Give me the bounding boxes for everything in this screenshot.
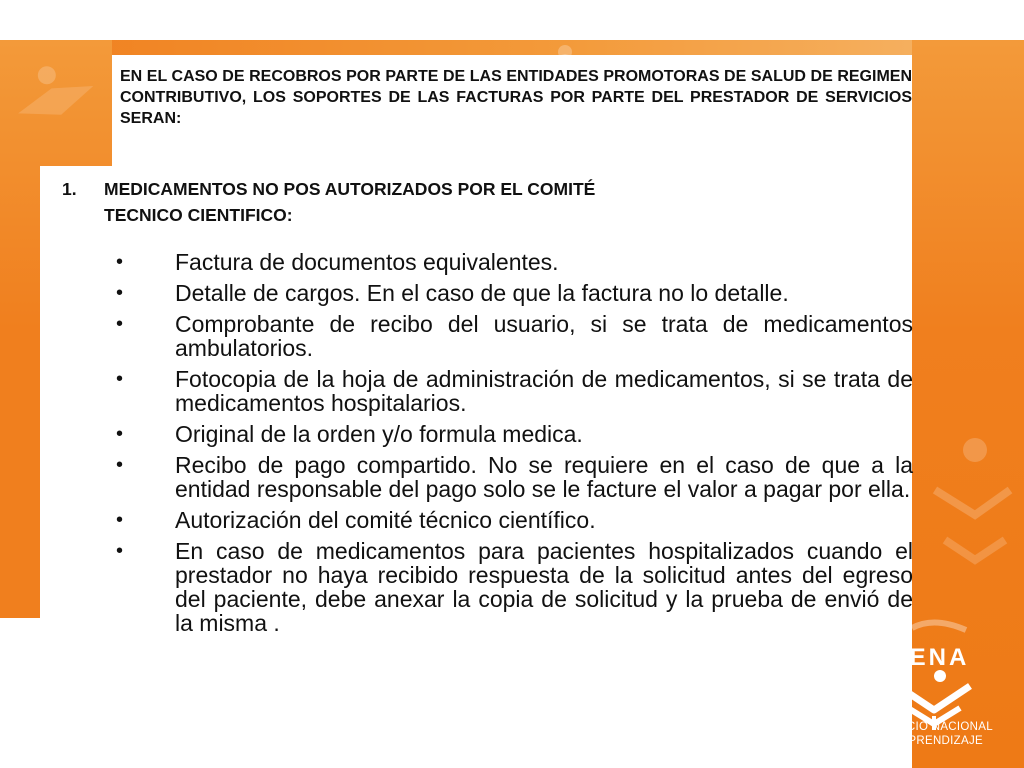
item-title-line1: MEDICAMENTOS NO POS AUTORIZADOS POR EL COMITÉ (104, 179, 596, 199)
list-item-text: En caso de medicamentos para pacientes hospitalizados cuando el prestador no haya recibido respuesta de la solicitud antes del egreso del paciente, debe anexar la copia de solicitud y la prueba de envió de la misma . (175, 538, 913, 636)
bullet-icon: • (116, 282, 124, 304)
bullet-icon: • (116, 423, 124, 445)
list-item-text: Comprobante de recibo del usuario, si se trata de medicamentos ambulatorios. (175, 311, 913, 361)
list-item (112, 250, 913, 274)
item-number: 1. (62, 179, 77, 199)
list-item-text: Autorización del comité técnico científico. (175, 507, 596, 533)
list-item (112, 422, 913, 446)
list-item (112, 453, 913, 501)
list-item-text: Original de la orden y/o formula medica. (175, 421, 583, 447)
item-title (104, 176, 804, 228)
bullet-icon: • (116, 509, 124, 531)
list-item-text: Factura de documentos equivalentes. (175, 249, 559, 275)
sena-logo-name: SENA (890, 644, 970, 671)
watermark-right (925, 420, 1020, 605)
list-item (112, 367, 913, 415)
sena-subtitle-line2: DE APRENDIZAJE (881, 735, 983, 747)
slide-heading: EN EL CASO DE RECOBROS POR PARTE DE LAS ENTIDADES PROMOTORAS DE SALUD DE REGIMEN CONTRIBUTIVO, LOS SOPORTES DE LAS FACTURAS POR PARTE DEL PRESTADOR DE SERVICIOS SERAN: (120, 68, 912, 127)
item-title-line2: TECNICO CIENTIFICO: (104, 205, 293, 225)
list-item (112, 539, 913, 635)
bullet-icon: • (116, 368, 124, 390)
bullet-icon: • (116, 454, 124, 476)
list-item-text: Recibo de pago compartido. No se requiere en el caso de que a la entidad responsable del pago solo se le facture el valor a pagar por ella. (175, 452, 913, 502)
bullet-icon: • (116, 251, 124, 273)
requirements-list (112, 250, 913, 642)
list-item (112, 508, 913, 532)
bullet-icon: • (116, 313, 124, 335)
bullet-icon: • (116, 540, 124, 562)
list-item (112, 312, 913, 360)
sena-subtitle-line1: SERVICIO NACIONAL (871, 721, 993, 733)
list-item (112, 281, 913, 305)
list-item-text: Detalle de cargos. En el caso de que la factura no lo detalle. (175, 280, 789, 306)
sena-logo-subtitle (862, 720, 1002, 748)
list-item-text: Fotocopia de la hoja de administración de medicamentos, si se trata de medicamentos hospitalarios. (175, 366, 913, 416)
